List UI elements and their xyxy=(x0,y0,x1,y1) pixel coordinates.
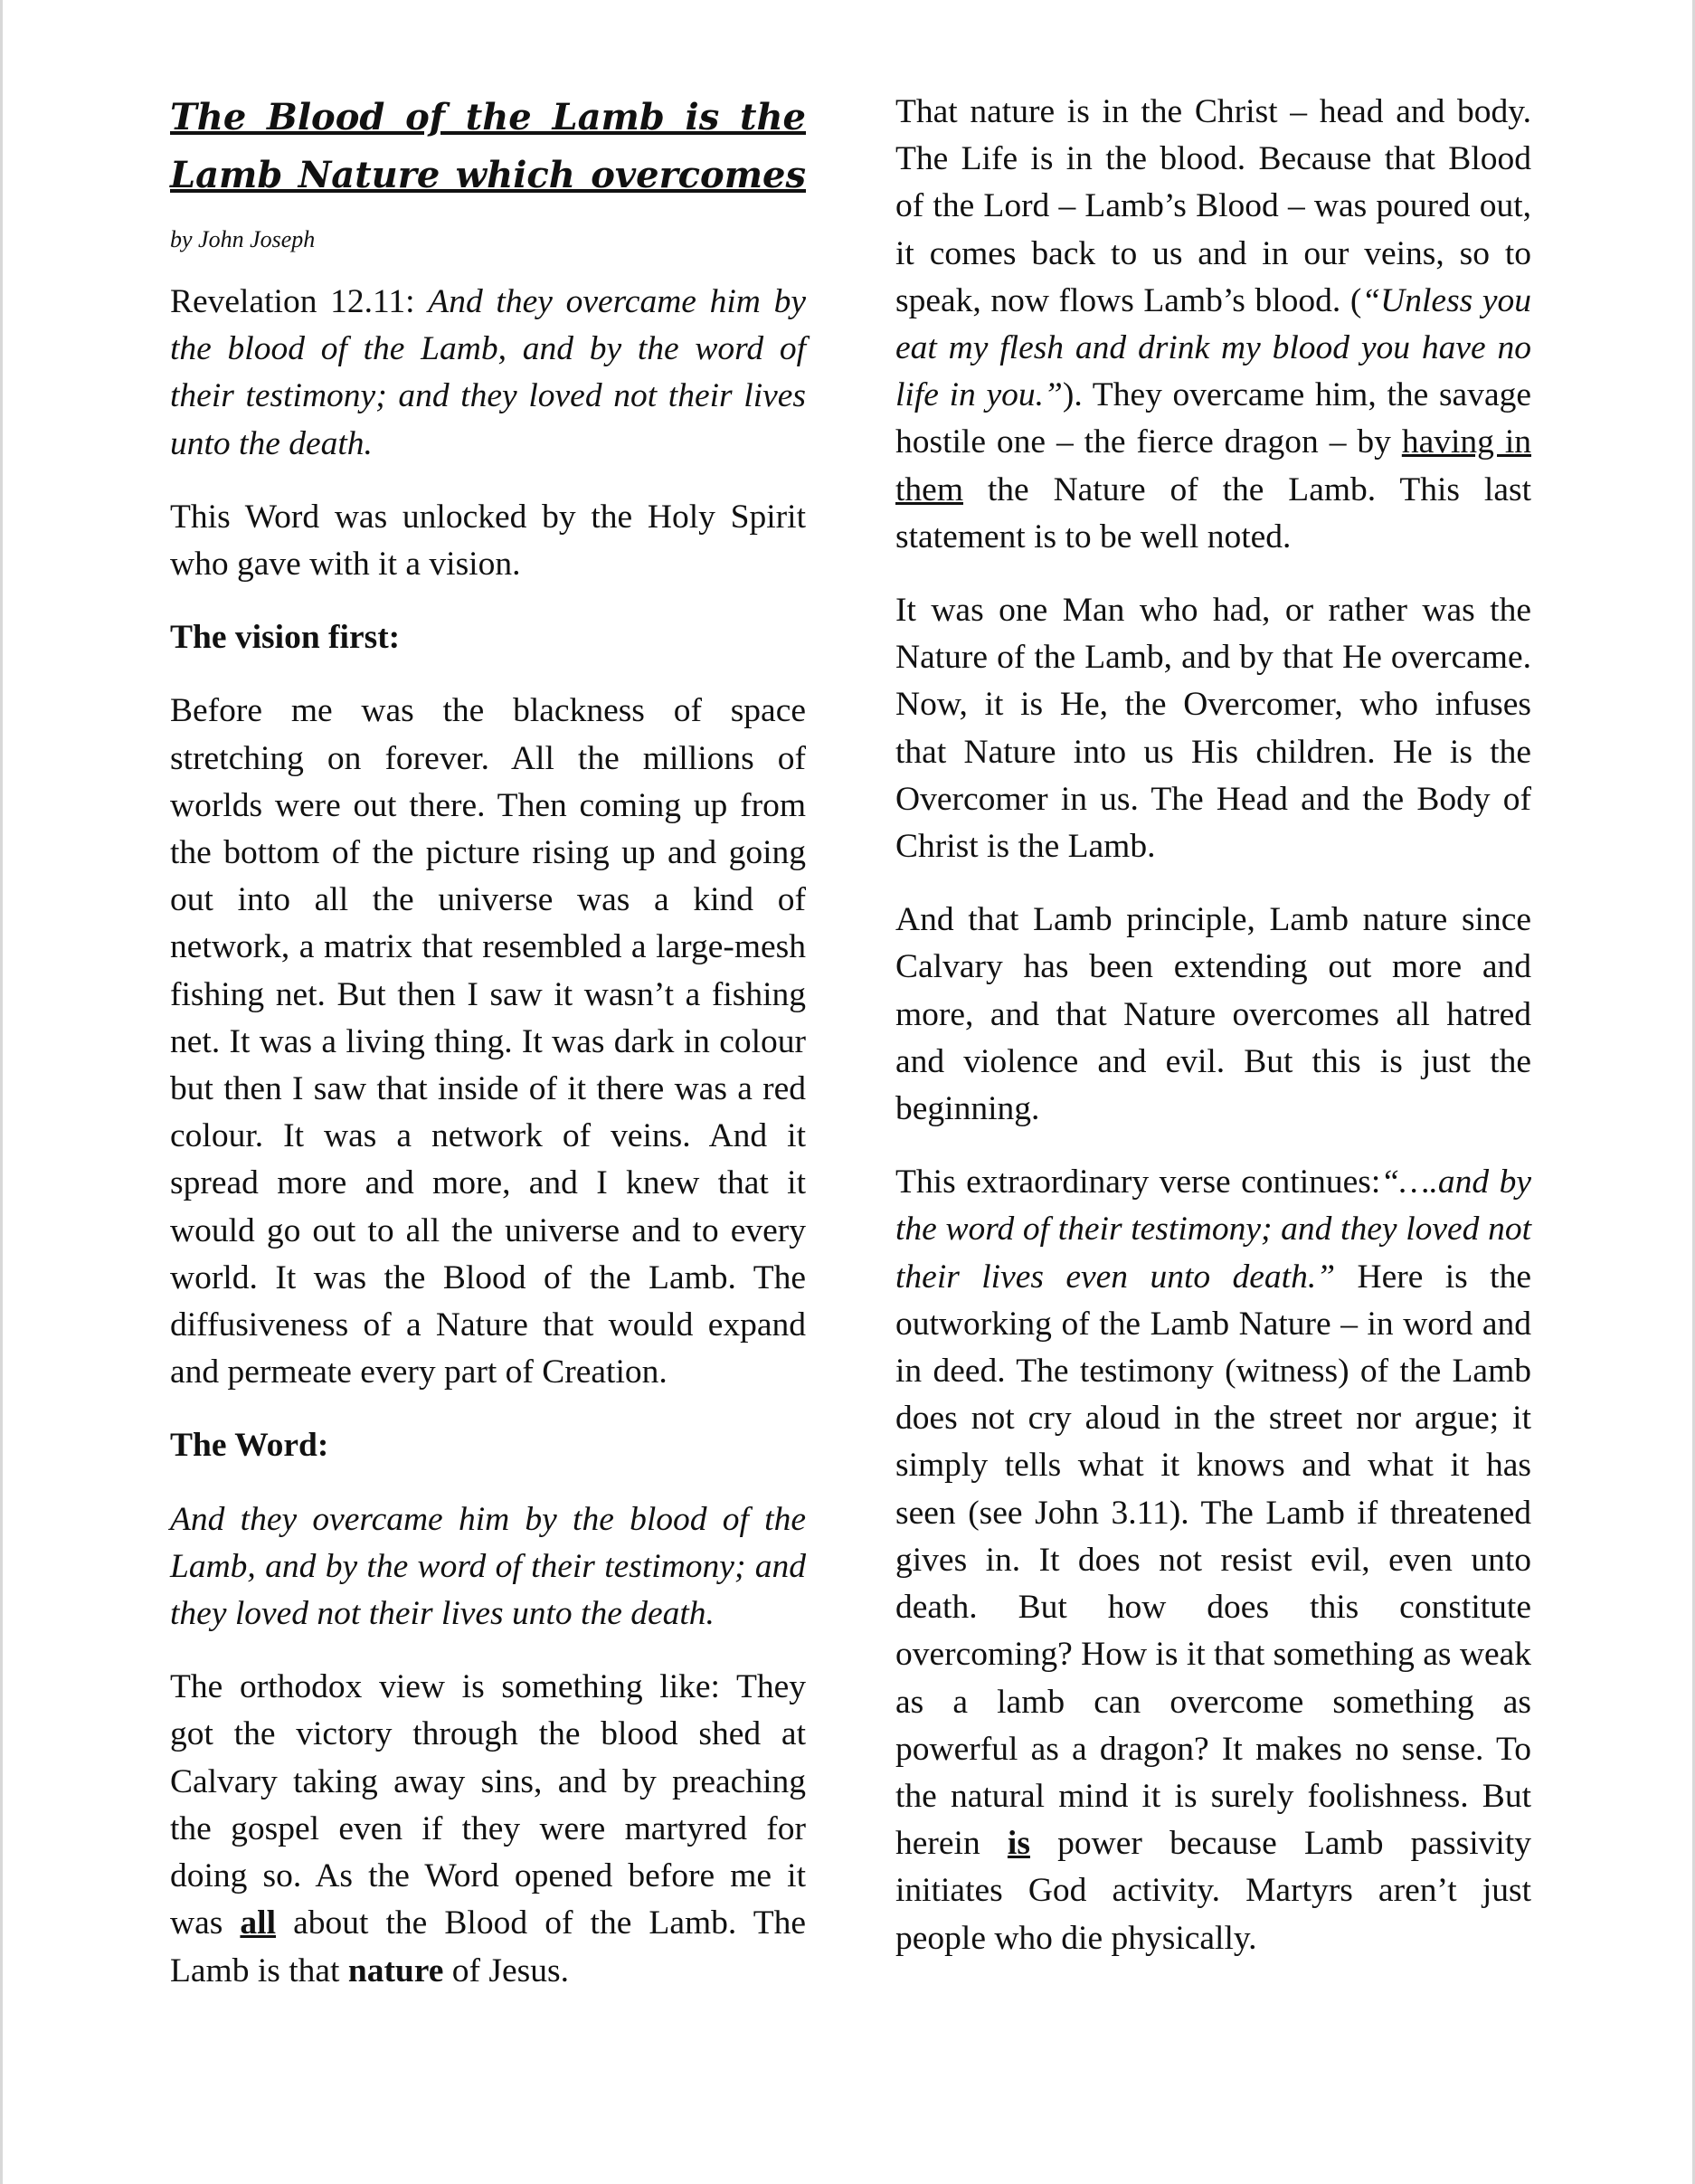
continues-text-b: Here is the outworking of the Lamb Nature – in word and in deed. The testimony (witness) of the Lamb does not cry aloud in the street nor argue; it simply tells what it knows and what it has seen (see John 3.11). The Lamb if threatened gives in. It does not resist evil, even unto death. But how does this constitute overcoming? How is it that something as weak as a lamb can overcome something as powerful as a dragon? It makes no sense. To the natural mind it is surely foolishness. But herein xyxy=(895,1258,1531,1863)
word-quote xyxy=(170,1496,806,1638)
left-column xyxy=(170,89,806,2021)
byline: by John Joseph xyxy=(170,226,316,252)
unless-quote: “Unless you eat my flesh and drink my blood you have no life in you.” xyxy=(895,281,1531,414)
article-title xyxy=(170,89,806,204)
underline-having-in: having in xyxy=(1401,423,1531,461)
underline-them: them xyxy=(895,470,963,508)
vision-paragraph: Before me was the blackness of space stretching on forever. All the millions of worlds were out there. Then coming up from the bottom of the picture rising up and going out into all the universe was a kind of network, a matrix that resembled a large-mesh fishing net. But then I saw it wasn’t a fishing net. It was a living thing. It was dark in colour but then I saw that inside of it there was a red colour. It was a network of veins. And it spread more and more, and I knew that it would go out to all the universe and to every world. It was the Blood of the Lamb. The diffusiveness of a Nature that would expand and permeate every part of Creation. xyxy=(170,692,806,1391)
title-line-2: Lamb Nature which overcomes xyxy=(170,154,806,196)
emphasis-is: is xyxy=(1007,1825,1030,1863)
word-quote-text: And they overcame him by the blood of the Lamb, and by the word of their testimony; and they loved not their lives unto the death. xyxy=(170,1500,806,1633)
orthodox-text-a: The orthodox view is something like: They got the victory through the blood shed at Calvary taking away sins, and by preaching the gospel even if they were martyred for doing so. As the Word opened before me it was xyxy=(170,1668,806,1942)
title-line-1: The Blood of the Lamb is the xyxy=(170,96,806,138)
nature-text-c: the Nature of the Lamb. This last statement is to be well noted. xyxy=(895,470,1531,555)
verse-paragraph xyxy=(170,279,806,468)
right-column xyxy=(895,89,1531,1989)
verse-continues-paragraph xyxy=(895,1159,1531,1961)
continues-text-c: power because Lamb passivity initiates God activity. Martyrs aren’t just people who die physically. xyxy=(895,1825,1531,1957)
verse-text: And they overcame him by the blood of the Lamb, and by the word of their testimony; and they loved not their lives unto the death. xyxy=(170,283,806,462)
verse-reference: Revelation 12.11: xyxy=(170,283,429,320)
heading-word: The Word: xyxy=(170,1427,329,1465)
nature-paragraph xyxy=(895,89,1531,561)
orthodox-paragraph xyxy=(170,1664,806,1994)
unlocked-paragraph: This Word was unlocked by the Holy Spirit who gave with it a vision. xyxy=(170,498,806,584)
emphasis-all: all xyxy=(240,1904,277,1942)
emphasis-nature: nature xyxy=(347,1951,444,1989)
lamb-principle-paragraph: And that Lamb principle, Lamb nature since Calvary has been extending out more and more, and that Nature overcomes all hatred and violence and evil. But this is just the beginning. xyxy=(895,901,1531,1128)
orthodox-text-c: of Jesus. xyxy=(443,1951,569,1989)
orthodox-text-b: about the Blood of the Lamb. The Lamb is that xyxy=(170,1904,806,1989)
nature-text-a: That nature is in the Christ – head and body. The Life is in the blood. Because that Blood of the Lord – Lamb’s Blood – was poured out, it comes back to us and in our veins, so to speak, now flows Lamb’s blood. ( xyxy=(895,93,1531,319)
continues-text-a: This extraordinary verse continues: xyxy=(895,1163,1381,1201)
heading-vision: The vision first: xyxy=(170,619,401,657)
one-man-paragraph: It was one Man who had, or rather was the Nature of the Lamb, and by that He overcame. Now, it is He, the Overcomer, who infuses that Nature into us His children. He is the Overcomer in us. The Head and the Body of Christ is the Lamb. xyxy=(895,592,1531,866)
page-edge-left xyxy=(0,0,3,2184)
continues-quote: “….and by the word of their testimony; and they loved not their lives even unto death.” xyxy=(895,1163,1531,1296)
nature-text-b: ). They overcame him, the savage hostile one – the fierce dragon – by xyxy=(895,376,1531,461)
